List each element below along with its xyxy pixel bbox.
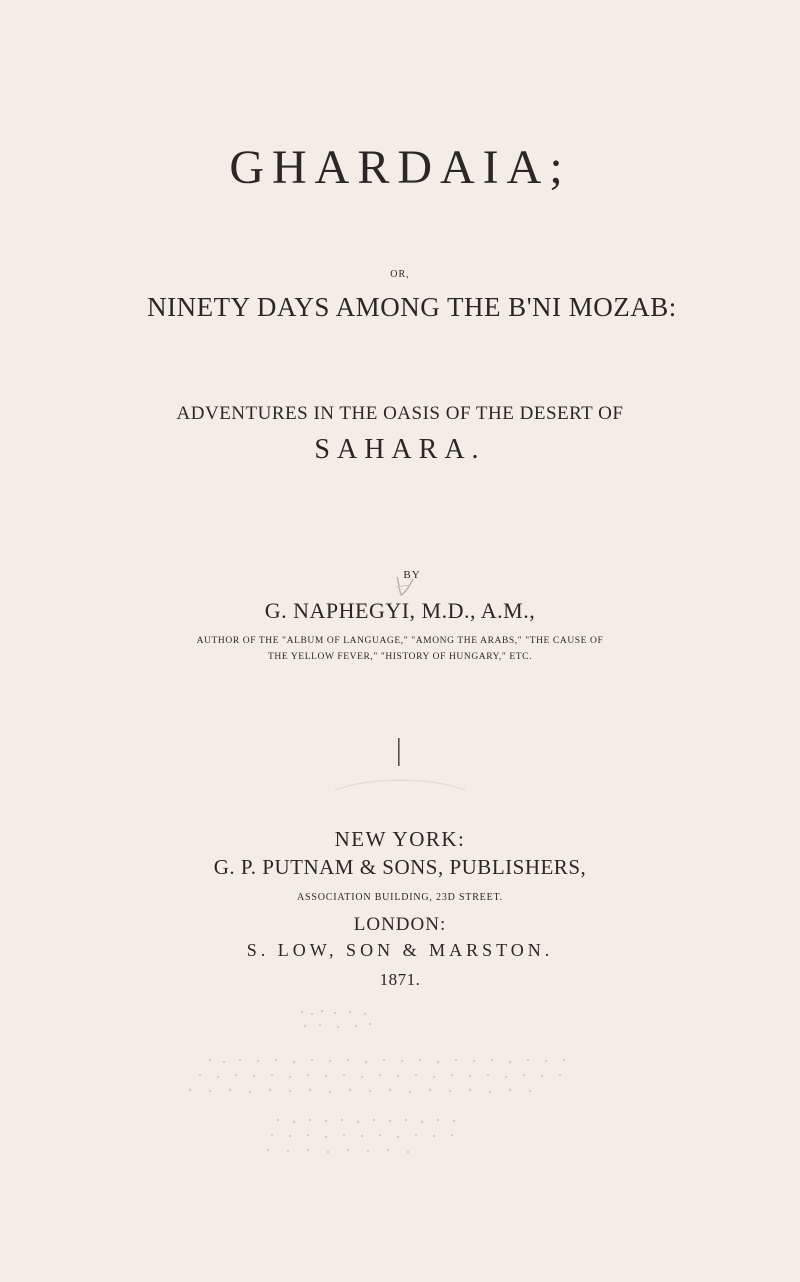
publisher-city: NEW YORK: [334,827,466,851]
sahara-heading: SAHARA. [314,434,486,465]
ink-speck-icon [395,738,403,768]
main-title: GHARDAIA; [229,141,571,194]
author-works-line-1: AUTHOR OF THE "ALBUM OF LANGUAGE," "AMONG THE ARABS," "THE CAUSE OF [196,636,604,646]
publisher-address: ASSOCIATION BUILDING, 23D STREET. [297,892,503,903]
bleed-through-mark [330,775,470,795]
subtitle: NINETY DAYS AMONG THE B'NI MOZAB: [147,292,677,322]
bleed-through-speckles [180,1000,620,1160]
or-connector: OR, [390,269,410,280]
london-publisher: S. LOW, SON & MARSTON. [246,940,554,960]
secondary-subtitle: ADVENTURES IN THE OASIS OF THE DESERT OF [176,403,624,424]
publisher-name: G. P. PUTNAM & SONS, PUBLISHERS, [213,855,587,879]
by-label: BY [403,569,421,581]
publication-year: 1871. [379,970,421,989]
author-works-line-2: THE YELLOW FEVER," "HISTORY OF HUNGARY," ETC. [267,652,533,662]
author-name: G. NAPHEGYI, M.D., A.M., [264,598,536,623]
london-city: LONDON: [353,914,447,935]
author-works [0,633,800,665]
